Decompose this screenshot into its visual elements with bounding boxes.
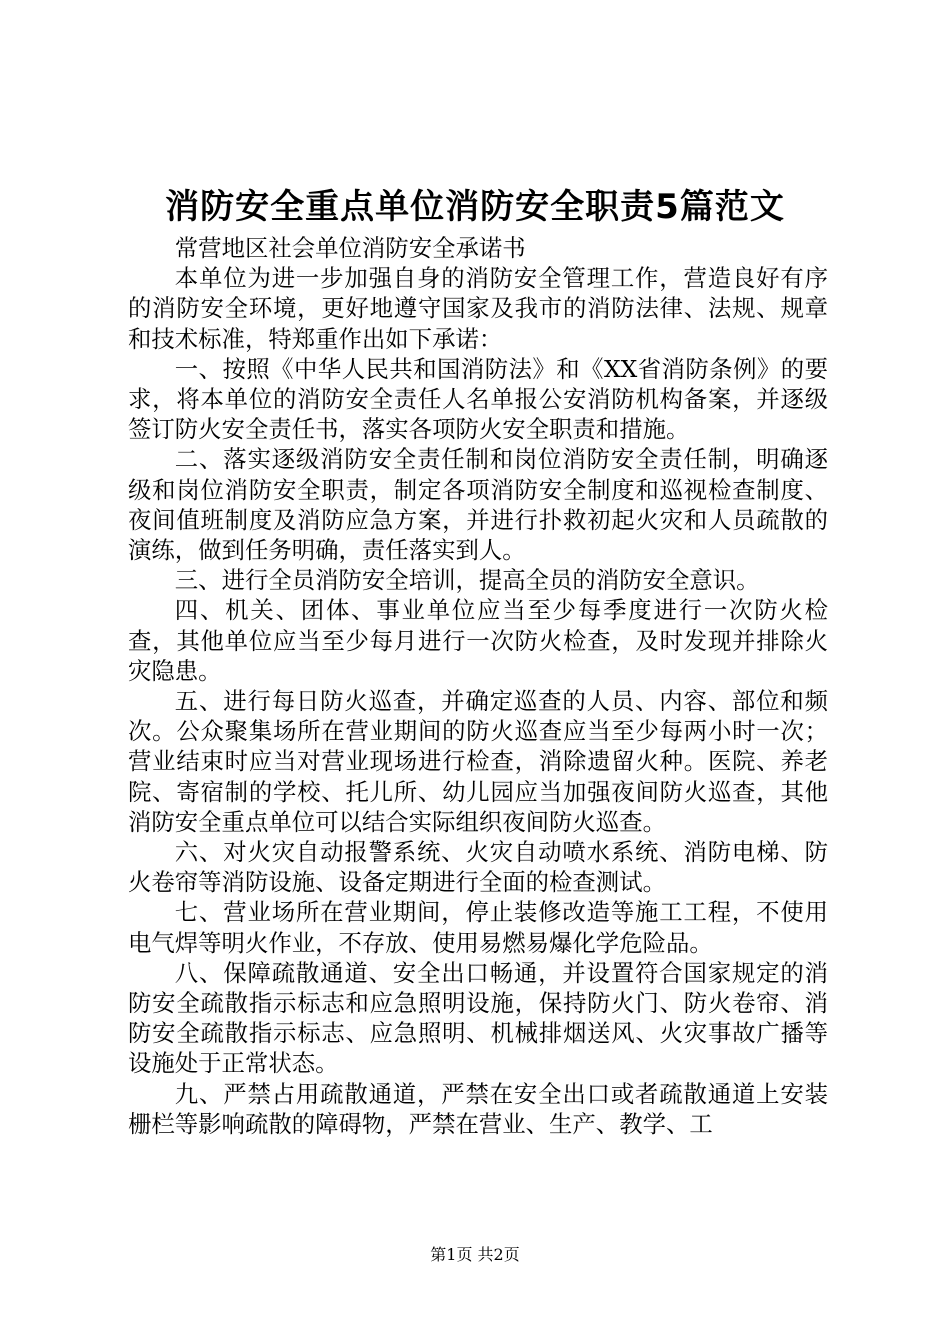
paragraph-item-7: 七、营业场所在营业期间，停止装修改造等施工工程，不使用电气焊等明火作业，不存放、使用易燃易爆化学危险品。 [128,898,828,957]
paragraph-item-1: 一、按照《中华人民共和国消防法》和《XX省消防条例》的要求，将本单位的消防安全责任人名单报公安消防机构备案，并逐级签订防火安全责任书，落实各项防火安全职责和措施。 [128,354,828,444]
paragraph-item-5: 五、进行每日防火巡查，并确定巡查的人员、内容、部位和频次。公众聚集场所在营业期间的防火巡查应当至少每两小时一次；营业结束时应当对营业现场进行检查，消除遗留火种。医院、养老院、寄宿制的学校、托儿所、幼儿园应当加强夜间防火巡查，其他消防安全重点单位可以结合实际组织夜间防火巡查。 [128,687,828,836]
paragraph-item-9: 九、严禁占用疏散通道，严禁在安全出口或者疏散通道上安装栅栏等影响疏散的障碍物，严禁在营业、生产、教学、工 [128,1079,828,1138]
paragraph-intro: 本单位为进一步加强自身的消防安全管理工作，营造良好有序的消防安全环境，更好地遵守国家及我市的消防法律、法规、规章和技术标准，特郑重作出如下承诺： [128,264,828,353]
paragraph-item-8: 八、保障疏散通道、安全出口畅通，并设置符合国家规定的消防安全疏散指示标志和应急照明设施，保持防火门、防火卷帘、消防安全疏散指示标志、应急照明、机械排烟送风、火灾事故广播等设施处于正常状态。 [128,958,828,1078]
paragraph-heading: 常营地区社会单位消防安全承诺书 [174,234,526,262]
paragraph-item-2: 二、落实逐级消防安全责任制和岗位消防安全责任制，明确逐级和岗位消防安全职责，制定各项消防安全制度和巡视检查制度、夜间值班制度及消防应急方案，并进行扑救初起火灾和人员疏散的演练，做到任务明确，责任落实到人。 [128,445,828,565]
page-number: 第1页 共2页 [430,1245,520,1264]
paragraph-item-6: 六、对火灾自动报警系统、火灾自动喷水系统、消防电梯、防火卷帘等消防设施、设备定期进行全面的检查测试。 [128,838,828,897]
paragraph-item-3: 三、进行全员消防安全培训，提高全员的消防安全意识。 [174,566,760,595]
document-body [128,233,828,1139]
document-title: 消防安全重点单位消防安全职责5篇范文 [165,187,785,227]
paragraph-item-4: 四、机关、团体、事业单位应当至少每季度进行一次防火检查，其他单位应当至少每月进行一次防火检查，及时发现并排除火灾隐患。 [128,596,828,685]
